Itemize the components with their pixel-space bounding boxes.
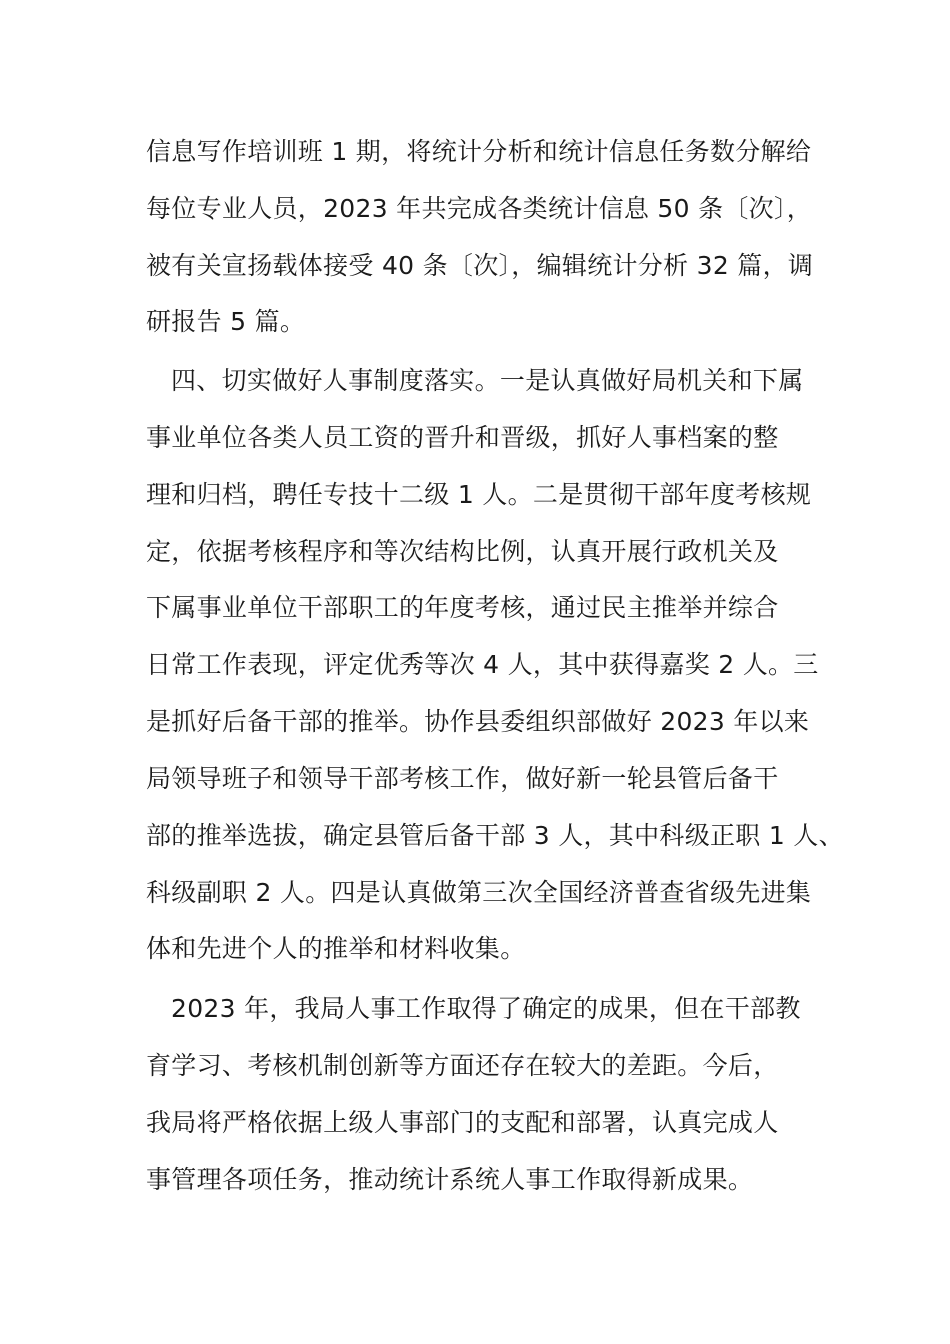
text-line: 每位专业人员，2023 年共完成各类统计信息 50 条〔次〕， xyxy=(146,194,813,223)
text-line: 我局将严格依据上级人事部门的支配和部署，认真完成人 xyxy=(146,1108,779,1137)
text-line: 信息写作培训班 1 期，将统计分析和统计信息任务数分解给 xyxy=(146,137,812,166)
text-line: 2023 年，我局人事工作取得了确定的成果，但在干部教 xyxy=(171,994,801,1023)
text-line: 研报告 5 篇。 xyxy=(146,307,306,336)
text-line: 事业单位各类人员工资的晋升和晋级，抓好人事档案的整 xyxy=(146,423,779,452)
text-line: 事管理各项任务，推动统计系统人事工作取得新成果。 xyxy=(146,1165,754,1194)
text-line: 被有关宣扬载体接受 40 条〔次〕，编辑统计分析 32 篇，调 xyxy=(146,251,814,280)
text-line: 理和归档，聘任专技十二级 1 人。二是贯彻干部年度考核规 xyxy=(146,480,812,509)
text-line: 日常工作表现，评定优秀等次 4 人，其中获得嘉奖 2 人。三 xyxy=(146,650,819,679)
text-line: 体和先进个人的推举和材料收集。 xyxy=(146,934,526,963)
text-line: 是抓好后备干部的推举。协作县委组织部做好 2023 年以来 xyxy=(146,707,810,736)
text-line: 定，依据考核程序和等次结构比例，认真开展行政机关及 xyxy=(146,537,779,566)
text-line: 育学习、考核机制创新等方面还存在较大的差距。今后， xyxy=(146,1051,779,1080)
text-line: 下属事业单位干部职工的年度考核，通过民主推举并综合 xyxy=(146,593,779,622)
text-line: 部的推举选拔，确定县管后备干部 3 人，其中科级正职 1 人、 xyxy=(146,821,844,850)
text-line: 科级副职 2 人。四是认真做第三次全国经济普查省级先进集 xyxy=(146,878,812,907)
text-line: 局领导班子和领导干部考核工作，做好新一轮县管后备干 xyxy=(146,764,779,793)
text-line: 四、切实做好人事制度落实。一是认真做好局机关和下属 xyxy=(171,366,804,395)
